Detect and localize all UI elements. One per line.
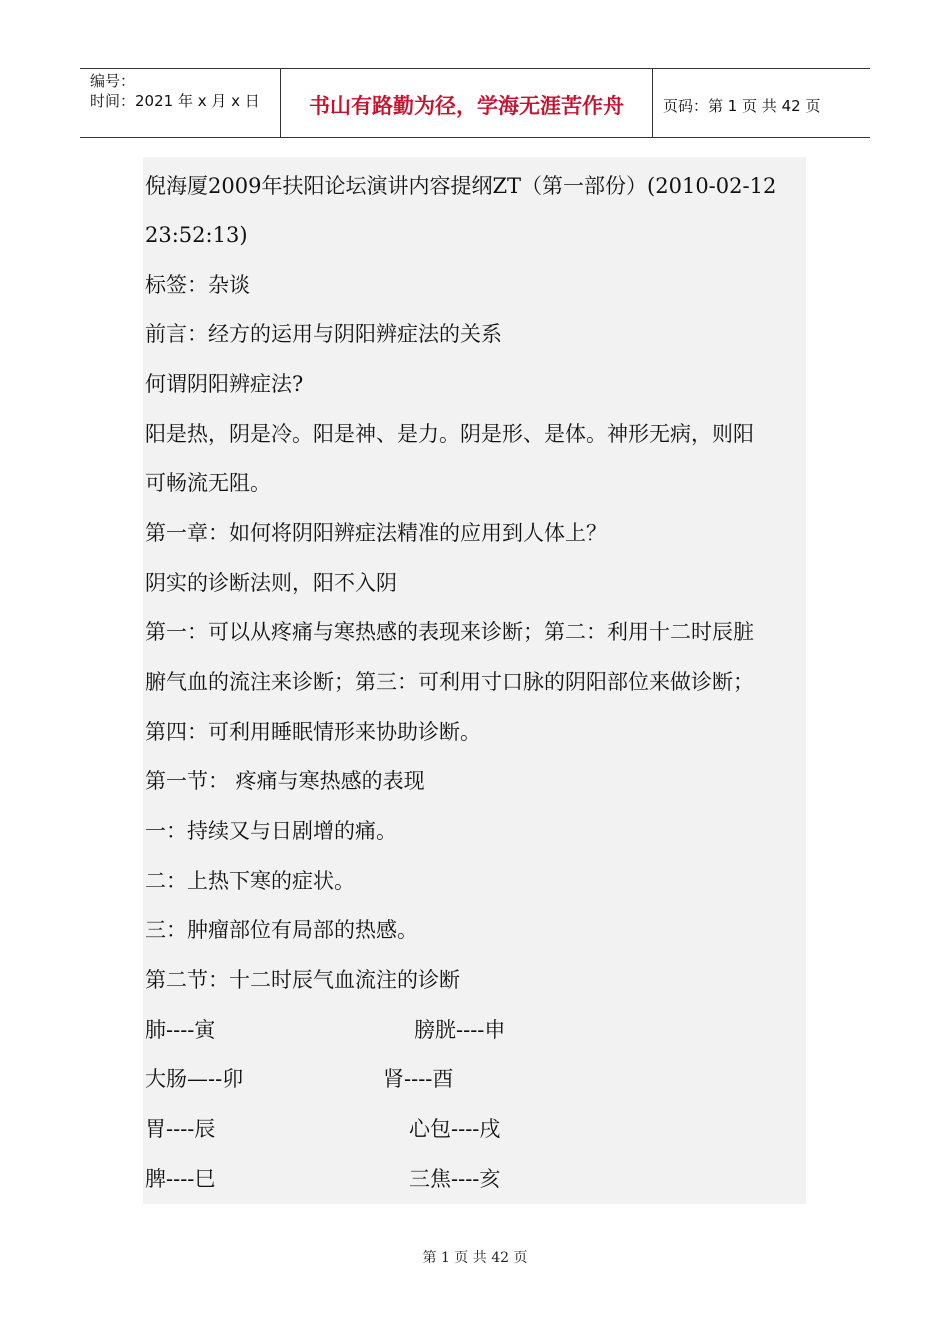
document-body (143, 157, 806, 1204)
text-line: 第一：可以从疼痛与寒热感的表现来诊断；第二：利用十二时辰脏 (145, 620, 754, 644)
text-line: 第二节：十二时辰气血流注的诊断 (145, 968, 460, 992)
text-line: 二：上热下寒的症状。 (145, 869, 355, 893)
header-motto: 书山有路勤为径，学海无涯苦作舟 (281, 69, 653, 137)
text-line: 腑气血的流注来诊断；第三：可利用寸口脉的阴阳部位来做诊断； (145, 670, 754, 694)
meridian-right: 心包----戌 (409, 1117, 501, 1141)
text-line: 倪海厦2009年扶阳论坛演讲内容提纲ZT（第一部份）(2010-02-12 (145, 174, 777, 198)
text-line: 第一节： 疼痛与寒热感的表现 (145, 769, 425, 793)
page-footer: 第 1 页 共 42 页 (422, 1250, 528, 1266)
text-line: 第四：可利用睡眠情形来协助诊断。 (145, 720, 481, 744)
text-line: 阴实的诊断法则，阳不入阴 (145, 571, 397, 595)
page-header (80, 68, 870, 138)
text-line: 阳是热，阴是冷。阳是神、是力。阴是形、是体。神形无病，则阳 (145, 422, 754, 446)
meridian-right: 三焦----亥 (409, 1167, 501, 1191)
header-meta (80, 69, 281, 137)
meridian-left: 胃----辰 (145, 1117, 216, 1141)
text-line: 前言：经方的运用与阴阳辨症法的关系 (145, 322, 502, 346)
header-page-info: 页码：第 1 页 共 42 页 (663, 96, 821, 115)
number-label: 编号： (90, 72, 136, 90)
text-line: 可畅流无阻。 (145, 471, 271, 495)
text-line: 23:52:13) (145, 223, 248, 247)
text-line: 三：肿瘤部位有局部的热感。 (145, 918, 418, 942)
meridian-left: 肺----寅 (145, 1018, 216, 1042)
meridian-right: 膀胱----申 (414, 1018, 506, 1042)
meridian-left: 脾----巳 (145, 1167, 216, 1191)
text-line: 第一章：如何将阴阳辨症法精准的应用到人体上？ (145, 521, 607, 545)
meridian-right: 肾----酉 (383, 1067, 454, 1091)
text-line: 何谓阴阳辨症法? (145, 372, 304, 396)
text-line: 标签：杂谈 (145, 273, 250, 297)
text-line: 一：持续又与日剧增的痛。 (145, 819, 397, 843)
time-label: 时间：2021 年 x 月 x 日 (90, 92, 260, 110)
meridian-left: 大肠—--卯 (145, 1067, 244, 1091)
